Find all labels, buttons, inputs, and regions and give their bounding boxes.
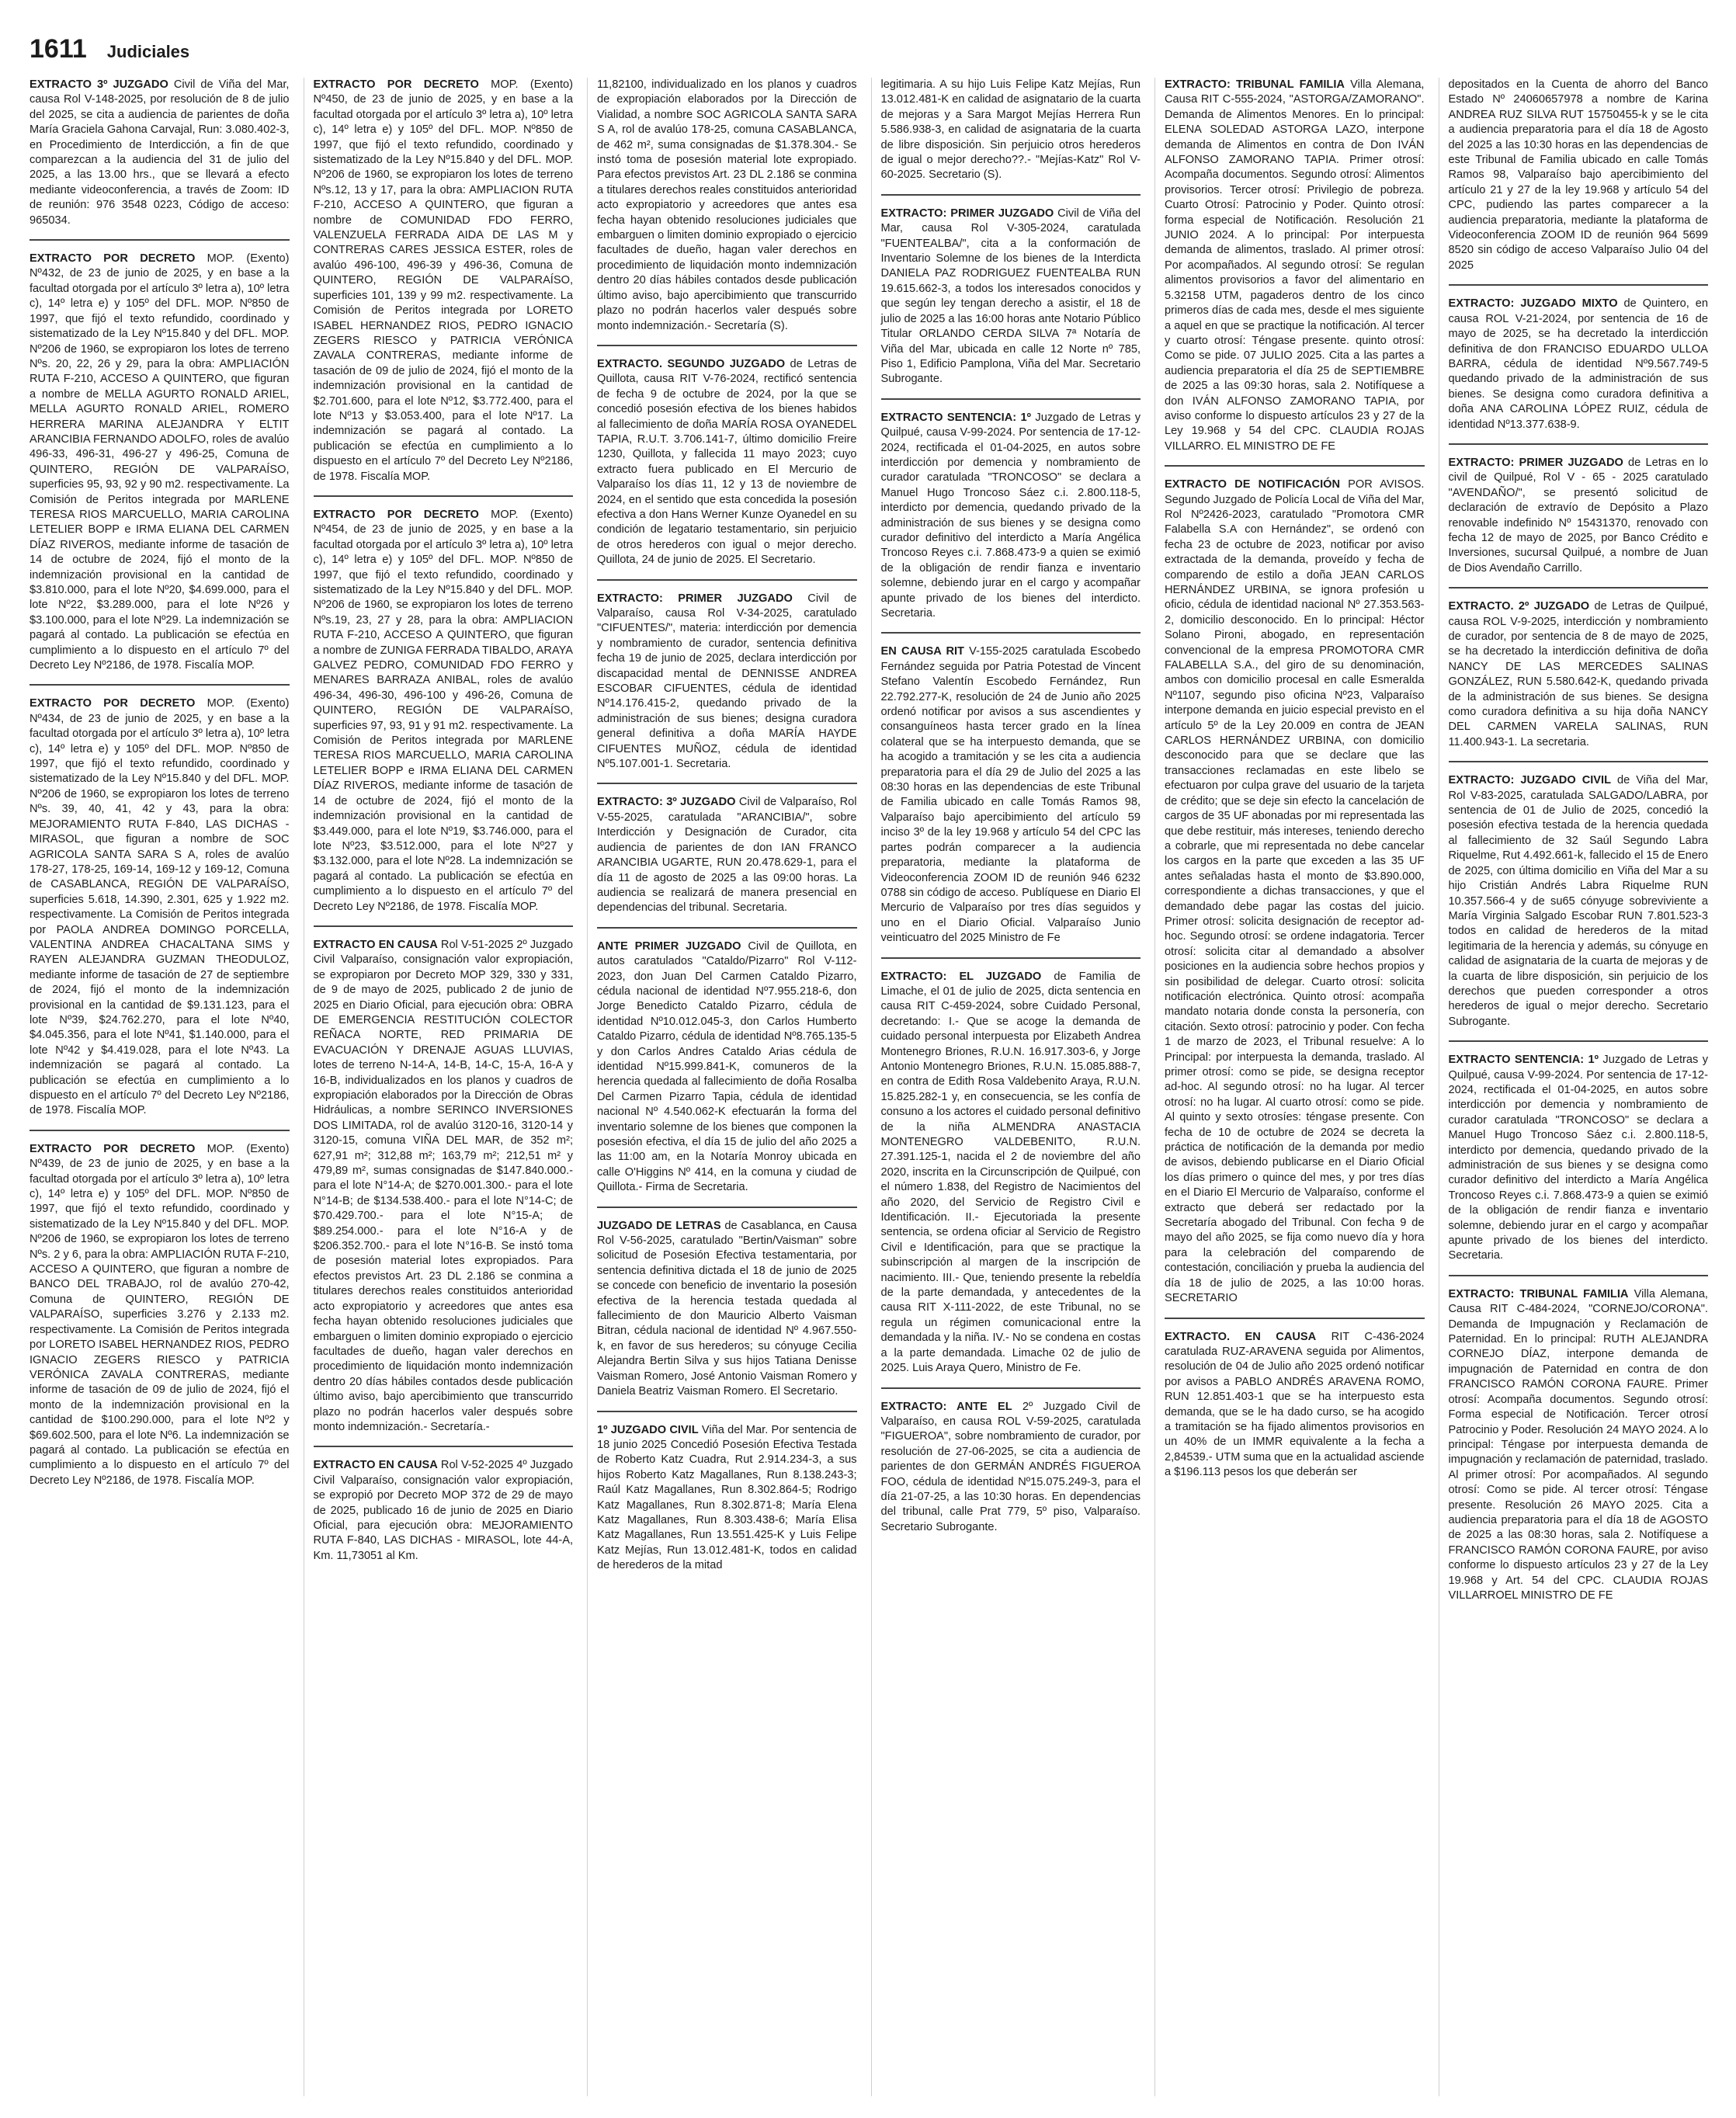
column-4 (871, 78, 1141, 2096)
notice-heading: EXTRACTO: JUZGADO CIVIL (1448, 774, 1611, 787)
legal-notice (314, 1458, 574, 1575)
page-number: 1611 (30, 34, 87, 64)
notice-heading: EXTRACTO EN CAUSA (313, 1459, 438, 1472)
notice-body: Villa Alemana, Causa RIT C-555-2024, "ASTORGA/ZAMORANO". Demanda de Alimentos Menores. En lo principal: ELENA SOLEDAD ASTORGA LAZO, interpone demanda de Alimentos en contra de Don IVÁN ALFONSO ZAMORANO TAPIA. Primer otrosí: Acompaña documentos. Segundo otrosí: Alimentos provisorios. Tercer otrosí: Privilegio de pobreza. Cuarto Otrosí: Patrocinio y Poder. Quinto otrosí: forma especial de Notificación. Resolución 21 JUNIO 2024. A lo principal: Por interpuesta demanda de alimentos, traslado. Al primer otrosí: Por acompañados. Al segundo otrosí: Se regulan alimentos provisorios a favor del alimentario en 5.32158 UTM, pagaderos dentro de los cinco primeros días de cada mes, desde el mes siguiente a aquel en que se practique la notificación. Al tercer y cuarto otrosí: Téngase presente. quinto otrosí: Como se pide. 07 JULIO 2025. Cita a las partes a audiencia preparatoria el día 25 de SEPTIEMBRE de 2025 a las 09:30 horas, sala 2. Notifíquese a don IVÁN ALFONSO ZAMORANO TAPIA, por aviso conforme lo dispuesto artículos 23 y 27 de la Ley 19.968 y 54 del CPC. CLAUDIA ROJAS VILLARRO. EL MINISTRO DE FE (1165, 78, 1425, 453)
column-6 (1439, 78, 1709, 2096)
legal-notice (30, 252, 290, 686)
notice-body: 11,82100, individualizado en los planos y cuadros de expropiación elaborados por la Dirección de Vialidad, a nombre SOC AGRICOLA SANTA SARA S A, rol de avalúo 178-25, comuna CASABLANCA, de 462 m², suma consignadas de $1.378.304.- Se instó toma de posesión material lote expropiado. Para efectos previstos Art. 23 DL 2.186 se conmina a titulares derechos reales constituidos anterioridad acto expropiatorio y acreedores que antes esa fecha hayan obtenido resoluciones judiciales que embarguen o limiten dominio expropiado o ejercicio facultades de dueño, hagan valer derechos en procedimiento de liquidación monto indemnización dentro 20 días hábiles contados desde publicación último aviso, bajo apercibimiento que transcurrido plazo no podrán hacerlos valer después sobre monto indemnización.- Secretaría (S). (597, 78, 857, 332)
notice-heading: EXTRACTO: 3º JUZGADO (597, 796, 736, 809)
column-2 (304, 78, 574, 2096)
legal-notice (881, 644, 1141, 958)
notice-body: MOP. (Exento) Nº450, de 23 de junio de 2025, y en base a la facultad otorgada por el artículo 3º letra a), 10º letra c), 14º letra e) y 105º del DFL. MOP. Nº850 de 1997, que fijó el texto refundido, coordinado y sistematizado de la Ley Nº15.840 y del DFL. MOP. Nº206 de 1960, se expropiaron los lotes de terreno Nºs.12, 13 y 17, para la obra: AMPLIACION RUTA F-210, ACCESO A QUINTERO, que figuran a nombre de COMUNIDAD FDO FERRO, VALENZUELA FERRADA AIDA DE LAS M y CONTRERAS CARES JESSICA ESTER, roles de avalúo 496-100, 496-39 y 496-36, Comuna de QUINTERO, REGIÓN DE VALPARAÍSO, superficies 101, 139 y 99 m2. respectivamente. La Comisión de Peritos integrada por LORETO ISABEL HERNANDEZ RIOS, PEDRO IGNACIO ZEGERS RIESCO y PATRICIA VERÓNICA ZAVALA CONTRERAS, mediante informe de tasación de 09 de julio de 2024, fijó el monto de la indemnización provisional en la cantidad de $2.701.600, para el lote Nº12, $3.772.400, para el lote Nº13 y $3.053.400, para el lote Nº17. La indemnización se pagará al contado. La publicación se efectúa en cumplimiento a lo dispuesto en el artículo 7º del Decreto Ley Nº2186, de 1978. Fiscalía MOP. (313, 78, 573, 483)
legal-notice (597, 78, 857, 346)
notice-body: Viña del Mar. Por sentencia de 18 junio 2025 Concedió Posesión Efectiva Testada de Roberto Katz Cuadra, Rut 2.914.234-3, a sus hijos Roberto Katz Magallanes, Run 8.138.243-3; Raúl Katz Magallanes, Run 8.302.864-5; Rodrigo Katz Magallanes, Run 8.302.871-8; María Elena Katz Magallanes, Run 8.303.438-6; María Elisa Katz Magallanes, Run 13.551.425-K y Luis Felipe Katz Mejías, Run 13.012.481-K, todos en calidad de herederos de la mitad (597, 1423, 857, 1572)
column-5 (1154, 78, 1425, 2096)
notice-body: de Quintero, en causa ROL V-21-2024, por sentencia de 16 de mayo de 2025, se ha decretado la interdicción definitiva de don FRANCISO EDUARDO ULLOA BARRA, cédula de identidad Nº9.567.749-5 quedando privado de la administración de sus bienes. Se designa como curadora definitiva a doña ANA CAROLINA LÓPEZ RUIZ, cédula de identidad Nº13.377.638-9. (1448, 297, 1708, 431)
notice-body: Civil de Viña del Mar, causa Rol V-305-2024, caratulada "FUENTEALBA/", cita a la conformación de Inventario Solemne de los bienes de la Interdicta DANIELA PAZ RODRIGUEZ FUENTEALBA RUN 19.615.662-3, a todos los interesados conocidos y que según ley tengan derecho a asistir, el 18 de julio de 2025 a las 16:00 horas ante Notario Público Titular ORLANDO CERDA SILVA 7ª Notaría de Viña del Mar, ubicada en calle 12 Norte nº 785, Piso 1, Edificio Pamplona, Viña del Mar. Secretario Subrogante. (880, 207, 1141, 386)
notice-heading: EXTRACTO POR DECRETO (313, 508, 479, 521)
legal-notice (30, 78, 290, 241)
notice-body: de Letras de Quilpué, causa ROL V-9-2025, interdicción y nombramiento de curador, por sentencia de 8 de mayo de 2025, se ha decretado la interdicción definitiva de doña NANCY DE LAS MERCEDES SALINAS GONZÁLEZ, RUN 5.580.642-K, quedando privada de la administración de sus bienes. Se designa como curadora definitiva a su hija doña NANCY DEL CARMEN VARELA SALINAS, RUN 11.400.943-1. La secretaria. (1448, 600, 1708, 748)
legal-notice (314, 508, 574, 927)
notice-heading: EXTRACTO EN CAUSA (313, 938, 438, 951)
notice-heading: EXTRACTO POR DECRETO (313, 78, 479, 91)
legal-notice (597, 357, 857, 581)
column-1 (30, 78, 290, 2096)
notice-body: MOP. (Exento) Nº434, de 23 de junio de 2025, y en base a la facultad otorgada por el artículo 3º letra a), 10º letra c), 14º letra e) y 105º del DFL. MOP. Nº850 de 1997, que fijó el texto refundido, coordinado y sistematizado de la Ley Nº15.840 y del DFL. MOP. Nº206 de 1960, se expropiaron los lotes de terreno Nºs. 39, 40, 41, 42 y 43, para la obra: MEJORAMIENTO RUTA F-840, LAS DICHAS - MIRASOL, que figuran a nombre de SOC AGRICOLA SANTA SARA S A, roles de avalúo 178-27, 178-25, 169-14, 169-12 y 169-12, Comuna de CASABLANCA, REGIÓN DE VALPARAÍSO, superficies 5.618, 14.390, 2.301, 625 y 1.922 m2. respectivamente. La Comisión de Peritos integrada por PAOLA ANDREA DOMINGO PORCELLA, VALENTINA ANDREA CHACALTANA SIMS y RAYEN ALEJANDRA GUZMAN THEODULOZ, mediante informe de tasación de 27 de septiembre de 2024, fijó el monto de la indemnización provisional en la cantidad de $9.131.123, para el lote Nº39, $24.762.270, para el lote Nº40, $4.045.356, para el lote Nº41, $1.140.000, para el lote Nº42 y $4.419.028, para el lote Nº43. La indemnización se pagará al contado. La publicación se efectúa en cumplimiento a lo dispuesto en el artículo 7º del Decreto Ley Nº2186, de 1978. Fiscalía MOP. (30, 697, 290, 1117)
legal-notice (881, 970, 1141, 1389)
notice-body: depositados en la Cuenta de ahorro del Banco Estado Nº 24060657978 a nombre de Karina ANDREA RUZ SILVA RUT 15750455-k y se le cita a audiencia preparatoria para el día 18 de Agosto del 2025 a las 10:30 horas en las dependencias de este Tribunal de Familia ubicado en calle Tomás Ramos 98, Valparaíso bajo apercibimiento del artículo 21 y 27 de la ley 19.968 y artículo 54 del CPC, pudiendo las partes comparecer a la audiencia preparatoria, mediante la plataforma de Videoconferencia ZOOM ID de reunión 964 5699 8520 sin código de acceso Valparaíso Julio 04 del 2025 (1448, 78, 1708, 272)
legal-notice (1165, 78, 1425, 467)
legal-notice (30, 1142, 290, 1499)
notice-body: Juzgado de Letras y Quilpué, causa V-99-2024. Por sentencia de 17-12-2024, rectificada el 01-04-2025, en autos sobre interdicción por demencia y nombramiento de curador caratulada "TRONCOSO" se declara a Manuel Hugo Troncoso Sáez c.i. 2.800.118-5, interdicto por demencia, quedando privado de la administración de sus bienes y se designa como curador definitivo del interdicto a María Angélica Troncoso Reyes c.i. 7.868.473-9 a quien se eximió de la obligación de rendir fianza e inventario solemne, debiendo jurar en el cargo y acompañar apunte privado de los bienes del interdicto. Secretaria. (1448, 1054, 1708, 1262)
legal-notice (30, 696, 290, 1130)
legal-notice (881, 207, 1141, 400)
legal-notice (1449, 599, 1709, 762)
notice-heading: EXTRACTO. SEGUNDO JUZGADO (597, 357, 786, 370)
legal-notice (597, 795, 857, 928)
notice-heading: EXTRACTO: PRIMER JUZGADO (1448, 456, 1623, 469)
notice-heading: EXTRACTO. EN CAUSA (1165, 1330, 1317, 1343)
notice-heading: EXTRACTO SENTENCIA: 1º (1448, 1054, 1599, 1067)
notice-body: Rol V-52-2025 4º Juzgado Civil Valparaíso, consignación valor expropiación, se expropió por Decreto MOP 372 de 29 de mayo de 2025, publicado 16 de junio de 2025 en Diario Oficial, para ejecución obra: MEJORAMIENTO RUTA F-840, LAS DICHAS - MIRASOL, lote 44-A, Km. 11,73051 al Km. (313, 1459, 573, 1562)
legal-notice (314, 78, 574, 497)
notice-body: Civil de Valparaíso, Rol V-55-2025, caratulada "ARANCIBIA/", sobre Interdicción y Designación de Curador, cita audiencia de parientes de don IAN FRANCO ARANCIBIA UGARTE, RUN 20.478.629-1, para el día 11 de agosto de 2025 a las 09:00 horas. La audiencia se realizará de manera presencial en dependencias del tribunal. Secretaria. (597, 796, 857, 915)
notice-body: Rol V-51-2025 2º Juzgado Civil Valparaíso, consignación valor expropiación, se expropiaron por Decreto MOP 329, 330 y 331, de 9 de mayo de 2025, publicado 2 de junio de 2025 en Diario Oficial, para ejecución obra: OBRA DE EMERGENCIA RESTITUCIÓN COLECTOR REÑACA NORTE, RED PRIMARIA DE EVACUACIÓN Y DRENAJE AGUAS LLUVIAS, lotes de terreno N-14-A, 14-B, 14-C, 15-A, 16-A y 16-B, individualizados en los planos y cuadros de expropiación elaborados por la Dirección de Obras Hidráulicas, a nombre SERINCO INVERSIONES DOS LIMITADA, rol de avalúo 3120-16, 3120-14 y 3120-15, comuna VIÑA DEL MAR, de 352 m²; 627,91 m²; 312,88 m²; 163,79 m²; 212,51 m² y 479,89 m², sumas consignadas de $147.840.000.- para el lote N°14-A; de $270.001.300.- para el lote N°14-B; de $134.538.400.- para el lote N°14-C; de $70.429.700.- para el lote N°15-A; de $89.254.000.- para el lote N°16-A y de $206.352.700.- para el lote N°16-B. Se instó toma de posesión material lotes expropiados. Para efectos previstos Art. 23 DL 2.186 se conmina a titulares derechos reales constituidos anterioridad acto expropiatorio y acreedores que antes esa fecha hayan obtenido resoluciones judiciales que embarguen o limiten dominio expropiado o ejercicio facultades de dueño, hagan valer derechos en procedimiento de liquidación monto indemnización dentro 20 días hábiles contados desde publicación último aviso, bajo apercibimiento que transcurrido plazo no podrán hacerlos valer después sobre monto indemnización.- Secretaría.- (313, 938, 573, 1433)
notice-heading: EXTRACTO 3º JUZGADO (30, 78, 168, 91)
notice-body: de Letras de Quillota, causa RIT V-76-2024, rectificó sentencia de fecha 9 de octubre de 2024, por la que se concedió posesión efectiva de los bienes habidos al fallecimiento de doña MARÍA ROSA OYANEDEL TAPIA, R.U.T. 3.706.141-7, último domicilio Freire 1230, Quillota, y fallecida 11 mayo 2023; cuyo extracto fuera publicado en El Mercurio de Valparaíso los días 11, 12 y 13 de noviembre de 2024, en el sentido que esta concedida la posesión efectiva a don Hans Werner Kunze Oyanedel en su condición de legatario testamentario, sin perjuicio de otros herederos con igual o mejor derecho. Quillota, 24 de junio de 2025. El Secretario. (597, 357, 857, 567)
legal-notice (881, 411, 1141, 634)
notice-body: RIT C-436-2024 caratulada RUZ-ARAVENA seguida por Alimentos, resolución de 04 de Julio año 2025 ordenó notificar por avisos a PABLO ANDRÉS ARAVENA ROMO, RUN 12.851.403-1 que se ha interpuesto esta demanda, que se le ha dado curso, se ha acogido a tramitación se ha fijado alimentos provisorios en un 40% de un IMMR equivalente a la fecha a 2,84539.- UTM suma que en la actualidad asciende a $196.113 pesos los que deberán ser (1165, 1330, 1425, 1479)
notice-body: de Letras en lo civil de Quilpué, Rol V - 65 - 2025 caratulado "AVENDAÑO/", se presentó solicitud de declaración de extravío de Depósito a Plazo renovable indefinido Nº 15431370, renovado con fecha 12 de mayo de 2025, por Banco Crédito e Inversiones, sucursal Quilpué, a nombre de Juan de Dios Avendaño Carrillo. (1448, 456, 1708, 575)
notice-body: de Casablanca, en Causa Rol V-56-2025, caratulado "Bertin/Vaisman" sobre solicitud de Posesión Efectiva testamentaria, por sentencia definitiva dictada el 18 de junio de 2025 se concede con beneficio de inventario la posesión efectiva de la herencia testada quedada al fallecimiento de don Mauricio Alberto Vaisman Bitran, cédula nacional de identidad Nº 4.967.550-k, en favor de sus herederos; su cónyuge Cecilia Alejandra Bertin Silva y sus hijos Tatiana Denisse Vaisman Romero, José Antonio Vaisman Romero y Daniela Beatriz Vaisman Romero. El Secretario. (597, 1219, 857, 1398)
notice-body: POR AVISOS. Segundo Juzgado de Policía Local de Viña del Mar, Rol Nº2426-2023, caratulado "Promotora CMR Falabella S.A con Hernández", se ordenó con fecha 23 de octubre de 2023, notificar por aviso extractada de la demanda, proveído y fecha de comparendo de estilo a doña JEAN CARLOS HERNÁNDEZ URBINA, se ignora profesión u oficio, cédula de identidad nacional Nº 27.353.563-2, domicilio desconocido. En lo principal: Héctor Solano Pironi, abogado, en representación convencional de la empresa PROMOTORA CMR FALABELLA S.A., del giro de su denominación, ambos con domicilio procesal en calle Esmeralda Nº1107, segundo piso oficina Nº23, Valparaíso interpone demanda en juicio especial previsto en el artículo 5º de la Ley 20.009 en contra de JEAN CARLOS HERNÁNDEZ URBINA, con domicilio desconocido para que se declare que las transacciones reclamadas en este libelo se efectuaron por culpa grave del usuario de la tarjeta de crédito; que se deje sin efecto la cancelación de cargos de 35 UF abonadas por mi representada las que debe restituir, más intereses, teniendo derecho a cobrarle, que mi representada no debe cancelar los cargos en la parte que exceden a las 35 UF antes señaladas hasta el monto de $3.890.000, correspondiente a dichas transacciones, y que el demandado debe pagar las costas del juicio. Primer otrosí: solicita designación de receptor ad-hoc. Segundo otrosí: se ordene indagatoria. Tercer otrosí: solicita citar al demandado a absolver posiciones en la audiencia sobre hechos propios y sin posibilidad de delegar. Cuarto otrosí: solicita notificación electrónica. Quinto otrosí: acompaña mandato notaria donde consta la personería, con citación. Sexto otrosí: patrocinio y poder. Con fecha 1 de marzo de 2023, el Tribunal resuelve: A lo Principal: por interpuesta la demanda, traslado. Al primer otrosí: como se pide, se designa receptor ad-hoc. Al segundo otrosí: no ha lugar. Al tercer otrosí: no ha lugar. Al cuarto otrosí: como se pide. Al quinto y sexto otrosíes: téngase presente. Con fecha de 10 de octubre de 2024 se decreta la práctica de notificación de la demanda por medio de avisos, debiendo publicarse en el Diario Oficial los días primero o quince del mes, y por tres días en el Diario El Mercurio de Valparaíso, conforme el extracto que deberá ser redactado por la Secretaría abogado del Tribunal. Con fecha 9 de mayo del año 2025, se fija como nuevo día y hora para la celebración del comparendo de contestación, conciliación y prueba la audiencia del día 18 de julio de 2025, a las 10:00 horas. SECRETARIO (1165, 478, 1425, 1305)
notice-body: MOP. (Exento) Nº439, de 23 de junio de 2025, y en base a la facultad otorgada por el artículo 3º letra a), 10º letra c), 14º letra e) y 105º del DFL. MOP. Nº850 de 1997, que fijó el texto refundido, coordinado y sistematizado de la Ley Nº15.840 y del DFL. MOP. Nº206 de 1960, se expropiaron los lotes de terreno Nºs. 2 y 6, para la obra: AMPLIACIÓN RUTA F-210, ACCESO A QUINTERO, que figuran a nombre de BANCO DEL TRABAJO, rol de avalúo 270-42, Comuna de QUINTERO, REGIÓN DE VALPARAÍSO, superficies 3.276 y 2.133 m2. respectivamente. La Comisión de Peritos integrada por LORETO ISABEL HERNANDEZ RIOS, PEDRO IGNACIO ZEGERS RIESCO y PATRICIA VERÓNICA ZAVALA CONTRERAS, mediante informe de tasación de 09 de julio de 2024, fijó el monto de la indemnización provisional en la cantidad de $100.290.000, para el lote Nº2 y $69.602.500, para el lote Nº6. La indemnización se pagará al contado. La publicación se efectúa en cumplimiento a lo dispuesto en el artículo 7º del Decreto Ley Nº2186, de 1978. Fiscalía MOP. (30, 1142, 290, 1487)
notice-heading: EXTRACTO: PRIMER JUZGADO (880, 207, 1054, 220)
notice-body: Juzgado de Letras y Quilpué, causa V-99-2024. Por sentencia de 17-12-2024, rectificada el 01-04-2025, en autos sobre interdicción por demencia y nombramiento de curador caratulada "TRONCOSO" se declara a Manuel Hugo Troncoso Sáez c.i. 2.800.118-5, interdicto por demencia, quedando privado de la administración de sus bienes y se designa como curador definitivo del interdicto a María Angélica Troncoso Reyes c.i. 7.868.473-9 a quien se eximió de la obligación de rendir fianza e inventario solemne, debiendo jurar en el cargo y acompañar apunte privado de los bienes del interdicto. Secretaria. (880, 411, 1141, 620)
notice-heading: EXTRACTO: TRIBUNAL FAMILIA (1165, 78, 1345, 91)
legal-notice (314, 938, 574, 1447)
legal-notice (1449, 1053, 1709, 1276)
notice-body: Civil de Viña del Mar, causa Rol V-148-2025, por resolución de 8 de julio del 2025, se cita a audiencia de parientes de doña María Graciela Gahona Carvajal, Run: 3.080.402-3, en Procedimiento de Interdicción, a fin de que comparezcan a la audiencia del 31 de julio del 2025, a las 13.00 hrs., que se llevará a efecto mediante videoconferencia, a través de Zoom: ID de reunión: 976 3548 0223, Código de acceso: 965034. (30, 78, 290, 227)
legal-notice (881, 78, 1141, 196)
page-header (30, 34, 189, 78)
notice-body: de Viña del Mar, Rol V-83-2025, caratulada SALGADO/LABRA, por sentencia de 01 de Julio de 2025, concedió la posesión efectiva testada de la herencia quedada al fallecimiento de 32 Saúl Segundo Labra Riquelme, Rut 4.492.661-k, fallecido el 15 de Enero de 2025, con última domicilio en Viña del Mar a su hijo Cristián Andrés Labra Riquelme RUN 10.357.566-4 y de su65 cónyuge sobreviviente a María Virginia Salgado Escobar RUN 7.801.523-3 todos en calidad de herederos de la mitad legitimaria de la herencia y además, su cónyuge en calidad de asignataria de la cuarta de mejoras y de la cuarta de libre disposición, sin perjuicio de los derechos que pueden corresponder a otros herederos de igual o mejor derecho. Secretario Subrogante. (1448, 774, 1708, 1028)
notice-heading: JUZGADO DE LETRAS (597, 1219, 721, 1232)
legal-notice (1449, 773, 1709, 1042)
notice-heading: EXTRACTO POR DECRETO (30, 252, 196, 266)
legal-notice (597, 1423, 857, 1585)
legal-notice (1449, 1287, 1709, 1615)
notice-heading: EXTRACTO. 2º JUZGADO (1448, 600, 1590, 613)
notice-body: Villa Alemana, Causa RIT C-484-2024, "CORNEJO/CORONA". Demanda de Impugnación y Reclamación de Paternidad. En lo principal: RUTH ALEJANDRA CORNEJO DÍAZ, interpone demanda de impugnación de Paternidad en contra de don FRANCISCO RAMÓN CORONA FAURE. Primer otrosí: Acompaña documentos. Segundo otrosí: Forma especial de Notificación. Tercer otrosí Patrocinio y Poder. Resolución 24 MAYO 2024. A lo principal: Téngase por interpuesta demanda de impugnación y reclamación de paternidad, traslado. Al primer otrosí: Por acompañados. Al segundo otrosí: Como se pide. Al tercer otrosí: Téngase presente. Resolución 26 MAYO 2025. Cita a audiencia preparatoria para el día 18 de AGOSTO de 2025 a las 08:30 horas, sala 2. Notifíquese a FRANCISCO RAMÓN CORONA FAURE, por aviso conforme lo dispuesto artículos 23 y 27 de la Ley 19.968 y Art. 54 del CPC. CLAUDIA ROJAS VILLARROEL MINISTRO DE FE (1448, 1287, 1708, 1602)
notice-body: legitimaria. A su hijo Luis Felipe Katz Mejías, Run 13.012.481-K en calidad de asignatario de la cuarta de mejoras y a Sara Margot Mejías Herrera Run 5.586.938-3, en calidad de asignataria de la cuarta de libre disposición. Sin perjuicio otros herederos de igual o mejor derecho??.- "Mejías-Katz" Rol V-60-2025. Secretario (S). (880, 78, 1141, 182)
notice-heading: EXTRACTO SENTENCIA: 1º (880, 411, 1031, 424)
notice-body: de Familia de Limache, el 01 de julio de 2025, dicta sentencia en causa RIT C-459-2024, sobre Cuidado Personal, decretando: I.- Que se acoge la demanda de cuidado personal interpuesta por Elizabeth Andrea Montenegro Briones, R.U.N. 16.917.303-6, y Jorge Antonio Montenegro Briones, R.U.N. 15.085.888-7, en contra de Edith Rosa Valdebenito Araya, R.U.N. 15.825.282-1 y, en consecuencia, se les confía de consuno a los actores el cuidado personal definitivo de la niña ALMENDRA ANASTACIA MONTENEGRO VALDEBENITO, R.U.N. 27.391.125-1, nacida el 2 de noviembre del año 2020, inscrita en la Circunscripción de Quilpué, con el número 1.838, del Registro de Nacimientos del año 2020, del Servicio de Registro Civil e Identificación. II.- Ejecutoriada la presente sentencia, se ordena oficiar al Servicio de Registro Civil e Identificación, para que se practique la subinscripción al margen de la inscripción de nacimiento. III.- Que, teniendo presente la rebeldía de la parte demandada, y antecedentes de la causa RIT X-111-2022, de este Tribunal, no se regula un régimen comunicacional entre la demandada y la niña. IV.- No se condena en costas a la parte demandada. Limache 02 de julio de 2025. Luis Araya Quero, Ministro de Fe. (880, 970, 1141, 1375)
notice-body: Civil de Quillota, en autos caratulados "Cataldo/Pizarro" Rol V-112-2023, don Juan Del Carmen Cataldo Pizarro, cédula nacional de identidad Nº7.955.218-6, don Jorge Benedicto Cataldo Pizarro, cédula de identidad Nº10.012.045-3, don Carlos Humberto Cataldo Pizarro, cédula de identidad Nº8.765.135-5 y don Carlos Andres Cataldo Arias cédula de identidad Nº15.999.841-K, comuneros de la herencia quedada al fallecimiento de doña Rosalba Del Carmen Pizarro Tapia, cédula de identidad nacional Nº 4.540.062-K efectuarán la forma del inventario solemne de los bienes que componen la posesión efectiva, el día 15 de julio del año 2025 a las 11:00 am, en la Notaría Monroy ubicada en calle O'Higgins Nº 414, en la comuna y ciudad de Quillota.- Firma de Secretaria. (597, 939, 857, 1194)
legal-notice (1449, 78, 1709, 286)
legal-notice (597, 939, 857, 1208)
legal-notice (1165, 477, 1425, 1318)
notice-heading: EXTRACTO: ANTE EL (880, 1400, 1012, 1413)
legal-notice (881, 1400, 1141, 1547)
notice-heading: EXTRACTO: JUZGADO MIXTO (1448, 297, 1618, 311)
legal-notice (1165, 1330, 1425, 1491)
notice-heading: EXTRACTO: PRIMER JUZGADO (597, 592, 793, 605)
notice-heading: EN CAUSA RIT (880, 645, 964, 658)
notice-body: 2º Juzgado Civil de Valparaíso, en causa ROL V-59-2025, caratulada "FIGUEROA", sobre nombramiento de curador, por resolución de 27-06-2025, se cita a audiencia de parientes de don GERMÁN ANDRÉS FIGUEROA FOO, cédula de identidad Nº15.075.249-3, para el día 21-07-25, a las 10:30 horas. En dependencias del tribunal, calle Prat 779, 5º piso, Valparaíso. Secretario Subrogante. (880, 1400, 1141, 1533)
notice-heading: EXTRACTO: TRIBUNAL FAMILIA (1448, 1287, 1629, 1300)
notice-body: V-155-2025 caratulada Escobedo Fernández seguida por Patria Potestad de Vincent Stefano Valentín Escobedo Fernández, Run 22.792.277-K, resolución de 24 de Junio año 2025 ordenó notificar por avisos a sus ascendientes y consanguíneos hasta tercer grado en la línea colateral que se ha interpuesto demanda, que se ha acogido a tramitación y se les cita a audiencia preparatoria para el día 29 de Julio del 2025 a las 08:30 horas en las dependencias de este Tribunal de Familia ubicado en calle Tomás Ramos 98, Valparaíso bajo apercibimiento del artículo 59 inciso 3º de la ley 19.968 y artículo 54 del CPC las partes podrán comparecer a la audiencia preparatoria, mediante la plataforma de Videoconferencia ZOOM ID de reunión 946 6232 0788 sin código de acceso. Publíquese en Diario El Mercurio de Valparaíso por tres días seguidos y uno en el Diario Oficial. Valparaíso Junio veinticuatro del 2025 Ministro de Fe (880, 645, 1141, 945)
legal-notice (1449, 456, 1709, 589)
notice-body: MOP. (Exento) Nº432, de 23 de junio de 2025, y en base a la facultad otorgada por el artículo 3º letra a), 10º letra c), 14º letra e) y 105º del DFL. MOP. Nº850 de 1997, que fijó el texto refundido, coordinado y sistematizado de la Ley Nº15.840 y del DFL. MOP. Nº206 de 1960, se expropiaron los lotes de terreno Nºs. 20, 22, 26 y 29, para la obra: AMPLIACIÓN RUTA F-210, ACCESO A QUINTERO, que figuran a nombre de MELLA AGURTO RONALD ARIEL, MELLA AGURTO RONALD ARIEL, ROMERO HERRERA MARINA ALEJANDRA Y ELTIT ARANCIBIA FERNANDO ADOLFO, roles de avalúo 496-33, 496-31, 496-27 y 496-25, Comuna de QUINTERO, REGIÓN DE VALPARAÍSO, superficies 95, 93, 92 y 90 m2. respectivamente. La Comisión de Peritos integrada por MARLENE TERESA RIOS MARCUELLO, MARIA CAROLINA LETELIER BOPP e IRMA ELIANA DEL CARMEN DÍAZ RIVEROS, mediante informe de tasación de 14 de octubre de 2024, fijó el monto de la indemnización provisional en la cantidad de $3.810.000, para el lote Nº20, $4.699.000, para el lote Nº22, $3.289.000, para el lote Nº26 y $3.100.000, para el lote Nº29. La indemnización se pagará al contado. La publicación se efectúa en cumplimiento a lo dispuesto en el artículo 7º del Decreto Ley Nº2186, de 1978. Fiscalía MOP. (30, 252, 290, 672)
column-3 (587, 78, 857, 2096)
notice-heading: EXTRACTO POR DECRETO (30, 697, 196, 710)
notice-body: MOP. (Exento) Nº454, de 23 de junio de 2025, y en base a la facultad otorgada por el artículo 3º letra a), 10º letra c), 14º letra e) y 105º del DFL. MOP. Nº850 de 1997, que fijó el texto refundido, coordinado y sistematizado de la Ley Nº15.840 y del DFL. MOP. Nº206 de 1960, se expropiaron los lotes de terreno Nºs.19, 23, 27 y 28, para la obra: AMPLIACION RUTA F-210, ACCESO A QUINTERO, que figuran a nombre de ZUNIGA FERRADA TIBALDO, ARAYA GALVEZ PEDRO, COMUNIDAD FDO FERRO y MENARES BARRAZA ANIBAL, roles de avalúo 496-34, 496-30, 496-100 y 496-26, Comuna de QUINTERO, REGIÓN DE VALPARAÍSO, superficies 97, 93, 91 y 91 m2. respectivamente. La Comisión de Peritos integrada por MARLENE TERESA RIOS MARCUELLO, MARIA CAROLINA LETELIER BOPP e IRMA ELIANA DEL CARMEN DÍAZ RIVEROS, mediante informe de tasación de 14 de octubre de 2024, fijó el monto de la indemnización provisional en la cantidad de $3.449.000, para el lote Nº19, $3.746.000, para el lote Nº23, $3.512.000, para el lote Nº27 y $3.132.000, para el lote Nº28. La indemnización se pagará al contado. La publicación se efectúa en cumplimiento a lo dispuesto en el artículo 7º del Decreto Ley Nº2186, de 1978. Fiscalía MOP. (313, 508, 573, 913)
notice-heading: EXTRACTO: EL JUZGADO (880, 970, 1042, 983)
section-title: Judiciales (106, 42, 190, 61)
notice-heading: 1º JUZGADO CIVIL (597, 1423, 699, 1436)
notice-body: Civil de Valparaíso, causa Rol V-34-2025, caratulado "CIFUENTES/", materia: interdicción por demencia y nombramiento de curador, sentencia definitiva fecha 19 de junio de 2025, declara interdicción por discapacidad mental de DENNISSE ANDREA ESCOBAR CIFUENTES, cédula de identidad Nº14.176.415-2, quedando privado de la administración de sus bienes; designa curadora general definitiva a doña MARÍA HAYDE CIFUENTES MUÑOZ, cédula de identidad Nº5.107.001-1. Secretaria. (597, 592, 857, 771)
legal-notice (597, 1219, 857, 1412)
legal-notice (1449, 297, 1709, 445)
notice-heading: EXTRACTO POR DECRETO (30, 1142, 196, 1155)
notice-columns (30, 78, 1708, 2096)
notice-heading: EXTRACTO DE NOTIFICACIÓN (1165, 478, 1341, 491)
legal-notice (597, 592, 857, 785)
notice-heading: ANTE PRIMER JUZGADO (597, 939, 741, 953)
